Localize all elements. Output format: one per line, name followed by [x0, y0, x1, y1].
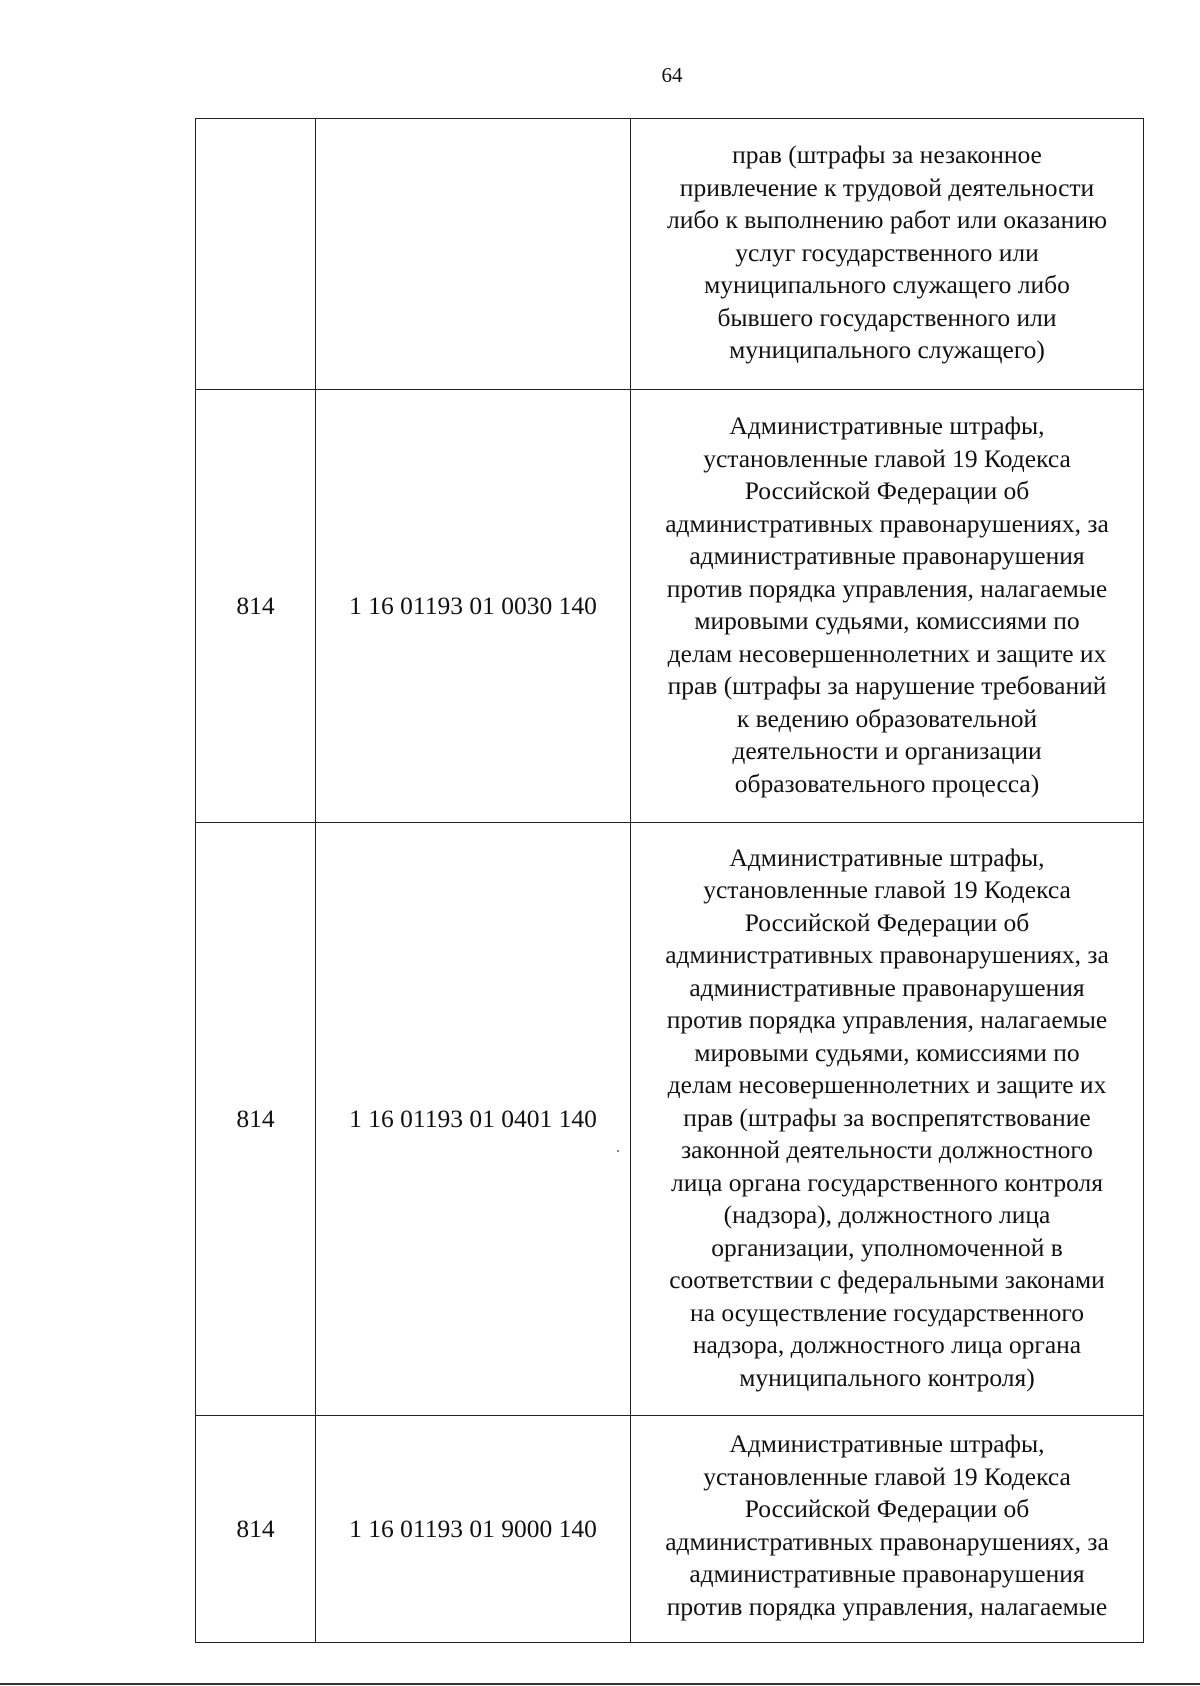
page-number: 64	[661, 63, 683, 87]
scan-speck	[617, 1150, 619, 1152]
admin-code-cell: 814	[196, 1416, 316, 1643]
description-cell: прав (штрафы за незаконное привлечение к трудовой деятельности либо к выполнению работ или оказанию услуг государственного или муниципального служащего либо бывшего государственного или муниципального служащего)	[631, 119, 1144, 390]
kbk-code-cell: 1 16 01193 01 0030 140	[316, 390, 631, 823]
admin-code-cell	[196, 119, 316, 390]
admin-code-cell: 814	[196, 390, 316, 823]
kbk-code-cell: 1 16 01193 01 0401 140	[316, 823, 631, 1416]
page-bottom-rule	[0, 1683, 1200, 1685]
table-row	[196, 823, 1144, 1416]
kbk-code-cell: 1 16 01193 01 9000 140	[316, 1416, 631, 1643]
kbk-code-cell	[316, 119, 631, 390]
budget-codes-table	[195, 118, 1144, 1643]
description-cell: Административные штрафы, установленные главой 19 Кодекса Российской Федерации об административных правонарушениях, за административные правонарушения против порядка управления, налагаемые мировыми судьями, комиссиями по делам несовершеннолетних и защите их прав (штрафы за воспрепятствование законной деятельности должностного лица органа государственного контроля (надзора), должностного лица организации, уполномоченной в соответствии с федеральными законами на осуществление государственного надзора, должностного лица органа муниципального контроля)	[631, 823, 1144, 1416]
description-cell: Административные штрафы, установленные главой 19 Кодекса Российской Федерации об административных правонарушениях, за административные правонарушения против порядка управления, налагаемые мировыми судьями, комиссиями по делам несовершеннолетних и защите их прав (штрафы за нарушение требований к ведению образовательной деятельности и организации образовательного процесса)	[631, 390, 1144, 823]
admin-code-cell: 814	[196, 823, 316, 1416]
table-row	[196, 119, 1144, 390]
table-row	[196, 1416, 1144, 1643]
table-row	[196, 390, 1144, 823]
description-cell: Административные штрафы, установленные главой 19 Кодекса Российской Федерации об административных правонарушениях, за административные правонарушения против порядка управления, налагаемые	[631, 1416, 1144, 1643]
